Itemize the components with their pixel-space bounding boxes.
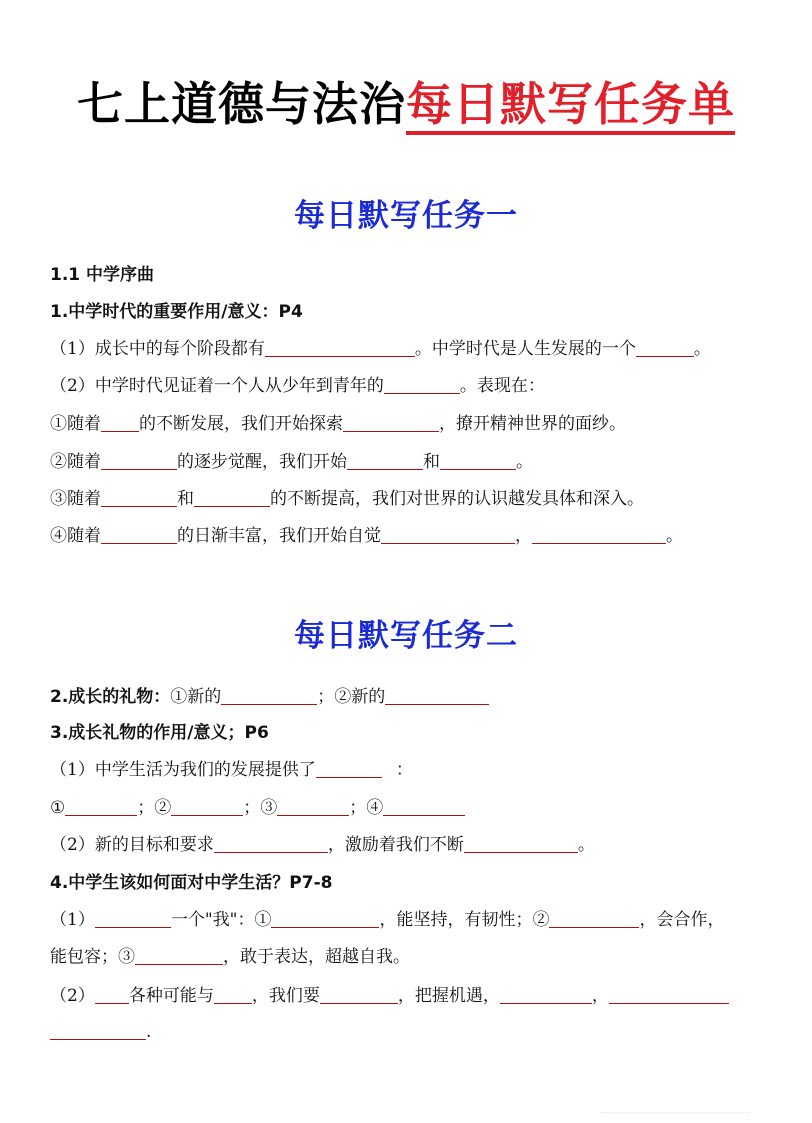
line-3-3 bbox=[50, 833, 595, 857]
line-4-3 bbox=[50, 984, 729, 1008]
blank[interactable] bbox=[214, 985, 252, 1004]
blank[interactable] bbox=[532, 525, 666, 544]
question-1: 1.中学时代的重要作用/意义：P4 bbox=[50, 302, 303, 322]
text: ，我们要 bbox=[251, 986, 320, 1006]
line-1-5 bbox=[50, 487, 644, 511]
line-4-1 bbox=[50, 908, 724, 932]
text: 和 bbox=[423, 452, 440, 472]
text: 一个"我"：① bbox=[170, 910, 272, 930]
line-4-2 bbox=[50, 945, 410, 969]
line-1-4 bbox=[50, 450, 533, 474]
line-4-4 bbox=[50, 1020, 151, 1044]
line-1-1 bbox=[50, 337, 711, 361]
text: ①新的 bbox=[170, 687, 222, 707]
blank[interactable] bbox=[343, 413, 439, 432]
blank[interactable] bbox=[95, 909, 171, 928]
blank[interactable] bbox=[636, 338, 694, 357]
text: （1）成长中的每个阶段都有 bbox=[50, 339, 265, 359]
text: （2）中学时代见证着一个人从少年到青年的 bbox=[50, 376, 384, 396]
text: ： bbox=[395, 760, 413, 780]
line-3-1 bbox=[50, 758, 413, 782]
text: 。 bbox=[516, 452, 533, 472]
blank[interactable] bbox=[440, 451, 516, 470]
text: ， bbox=[591, 986, 609, 1006]
page-title bbox=[0, 68, 812, 134]
blank[interactable] bbox=[500, 985, 592, 1004]
text: 和 bbox=[177, 489, 194, 509]
text: ，激励着我们不断 bbox=[327, 835, 464, 855]
blank[interactable] bbox=[171, 797, 243, 816]
line-3-2 bbox=[50, 796, 465, 820]
blank[interactable] bbox=[265, 338, 415, 357]
text: ①随着 bbox=[50, 414, 101, 434]
text: ；③ bbox=[243, 798, 278, 818]
text: 各种可能与 bbox=[128, 986, 214, 1006]
blank[interactable] bbox=[101, 413, 139, 432]
text: ，能坚持，有韧性；② bbox=[379, 910, 550, 930]
blank[interactable] bbox=[385, 686, 489, 705]
blank[interactable] bbox=[101, 488, 177, 507]
blank[interactable] bbox=[101, 525, 177, 544]
text: 2.成长的礼物： bbox=[50, 687, 171, 707]
text: . bbox=[146, 1022, 152, 1042]
text: 。 bbox=[666, 526, 683, 546]
text: ，敢于表达，超越自我。 bbox=[223, 947, 410, 967]
section-heading-task-2: 每日默写任务二 bbox=[294, 618, 518, 654]
line-1-6 bbox=[50, 524, 683, 548]
blank[interactable] bbox=[384, 375, 460, 394]
blank[interactable] bbox=[316, 759, 382, 778]
text: ；②新的 bbox=[317, 687, 386, 707]
blank[interactable] bbox=[549, 909, 639, 928]
blank[interactable] bbox=[381, 525, 515, 544]
faint-footer-mark bbox=[600, 1112, 750, 1123]
question-2 bbox=[50, 685, 489, 709]
text: 。中学时代是人生发展的一个 bbox=[414, 339, 636, 359]
question-3: 3.成长礼物的作用/意义；P6 bbox=[50, 723, 269, 743]
blank[interactable] bbox=[214, 834, 328, 853]
text: ① bbox=[50, 798, 66, 818]
blank[interactable] bbox=[135, 946, 223, 965]
blank[interactable] bbox=[609, 985, 729, 1004]
blank[interactable] bbox=[95, 985, 129, 1004]
text: 。 bbox=[693, 339, 711, 359]
question-4: 4.中学生该如何面对中学生活？P7-8 bbox=[50, 873, 333, 893]
text: （2）新的目标和要求 bbox=[50, 835, 214, 855]
blank[interactable] bbox=[101, 451, 177, 470]
text: 能包容；③ bbox=[50, 947, 135, 967]
text: 的不断提高，我们对世界的认识越发具体和深入。 bbox=[270, 489, 644, 509]
text: ；④ bbox=[349, 798, 384, 818]
text: 的日渐丰富，我们开始自觉 bbox=[177, 526, 381, 546]
blank[interactable] bbox=[277, 797, 349, 816]
text: 。表现在： bbox=[459, 376, 545, 396]
text: ④随着 bbox=[50, 526, 101, 546]
blank[interactable] bbox=[271, 909, 379, 928]
blank[interactable] bbox=[50, 1021, 146, 1040]
section-heading-task-1: 每日默写任务一 bbox=[294, 198, 518, 234]
subsection-title: 1.1 中学序曲 bbox=[50, 265, 155, 285]
line-1-2 bbox=[50, 374, 545, 398]
text: （1）中学生活为我们的发展提供了 bbox=[50, 760, 316, 780]
text: ；② bbox=[137, 798, 172, 818]
text: （2） bbox=[50, 986, 95, 1006]
blank[interactable] bbox=[347, 451, 423, 470]
text: 。 bbox=[577, 835, 595, 855]
text: （1） bbox=[50, 910, 95, 930]
text: ，撩开精神世界的面纱。 bbox=[439, 414, 626, 434]
title-task-sheet: 每日默写任务单 bbox=[406, 77, 735, 135]
blank[interactable] bbox=[221, 686, 317, 705]
text: 的不断发展，我们开始探索 bbox=[139, 414, 343, 434]
blank[interactable] bbox=[320, 985, 398, 1004]
title-subject: 七上道德与法治 bbox=[77, 77, 406, 131]
text: ， bbox=[515, 526, 532, 546]
text: ②随着 bbox=[50, 452, 101, 472]
text: 的逐步觉醒，我们开始 bbox=[177, 452, 347, 472]
blank[interactable] bbox=[464, 834, 578, 853]
line-1-3 bbox=[50, 412, 626, 436]
text: ，把握机遇， bbox=[397, 986, 500, 1006]
blank[interactable] bbox=[65, 797, 137, 816]
blank[interactable] bbox=[194, 488, 270, 507]
blank[interactable] bbox=[383, 797, 465, 816]
text: ，会合作， bbox=[639, 910, 725, 930]
text: ③随着 bbox=[50, 489, 101, 509]
